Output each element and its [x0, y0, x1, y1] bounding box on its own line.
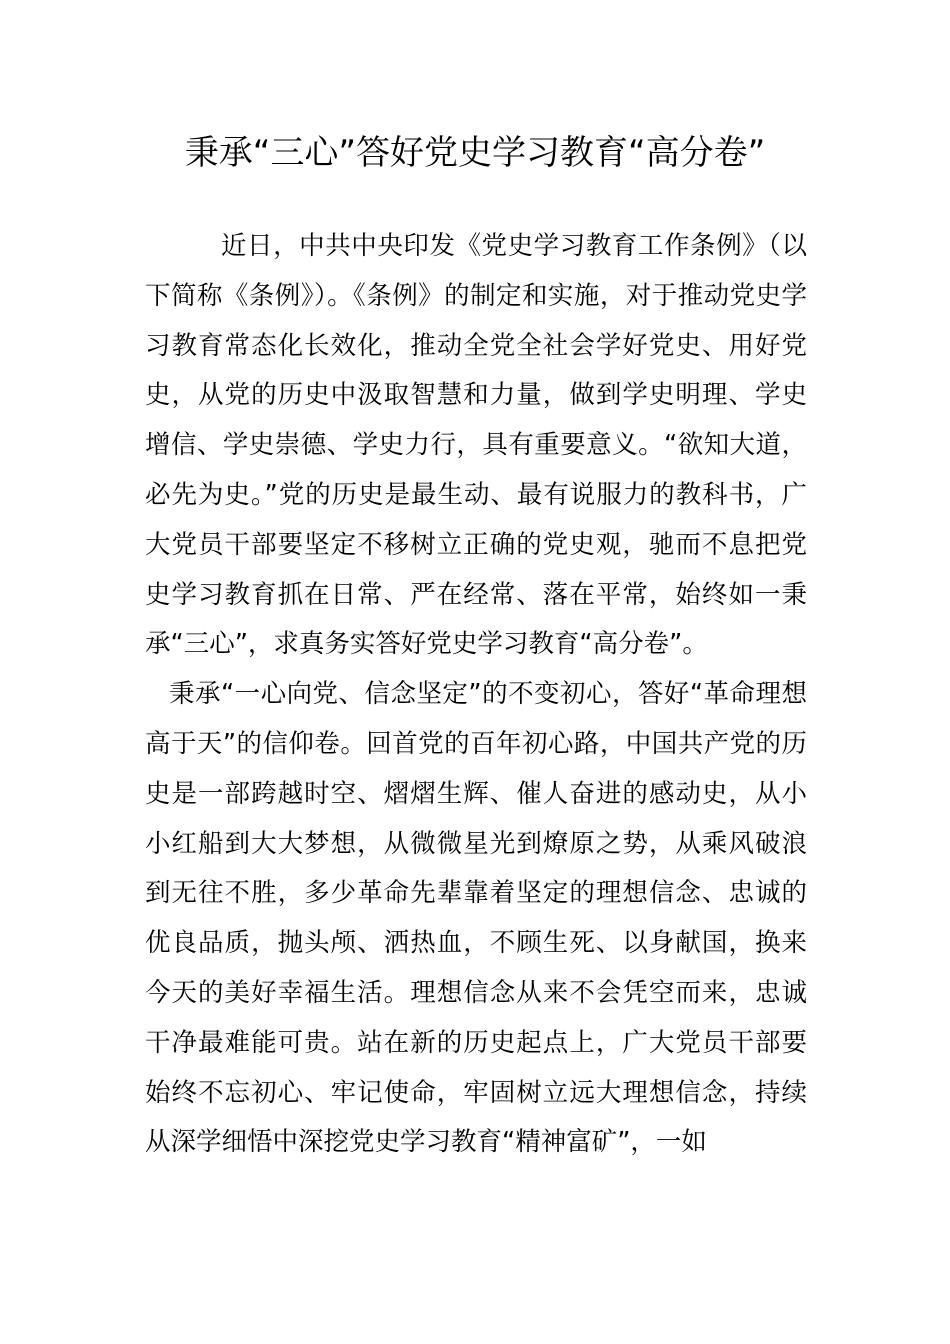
paragraph-first-point: 秉承“一心向党、信念坚定”的不变初心，答好“革命理想高于天”的信仰卷。回首党的百年初心路，中国共产党的历史是一部跨越时空、熠熠生辉、催人奋进的感动史，从小小红船到大大梦想，从微微星光到燎原之势，从乘风破浪到无往不胜，多少革命先辈靠着坚定的理想信念、忠诚的优良品质，抛头颅、洒热血，不顾生死、以身献国，换来今天的美好幸福生活。理想信念从来不会凭空而来，忠诚干净最难能可贵。站在新的历史起点上，广大党员干部要始终不忘初心、牢记使命，牢固树立远大理想信念，持续从深学细悟中深挖党史学习教育“精神富矿”，一如: [145, 679, 807, 1158]
paragraph-intro: 近日，中共中央印发《党史学习教育工作条例》（以下简称《条例》）。《条例》的制定和实施，对于推动党史学习教育常态化长效化，推动全党全社会学好党史、用好党史，从党的历史中汲取智慧和力量，做到学史明理、学史增信、学史崇德、学史力行，具有重要意义。“欲知大道，必先为史。”党的历史是最生动、最有说服力的教科书，广大党员干部要坚定不移树立正确的党史观，驰而不息把党史学习教育抓在日常、严在经常、落在平常，始终如一秉承“三心”，求真务实答好党史学习教育“高分卷”。: [145, 231, 807, 660]
document-title: 秉承“三心”答好党史学习教育“高分卷”: [184, 133, 766, 173]
document-body: [145, 222, 807, 1168]
